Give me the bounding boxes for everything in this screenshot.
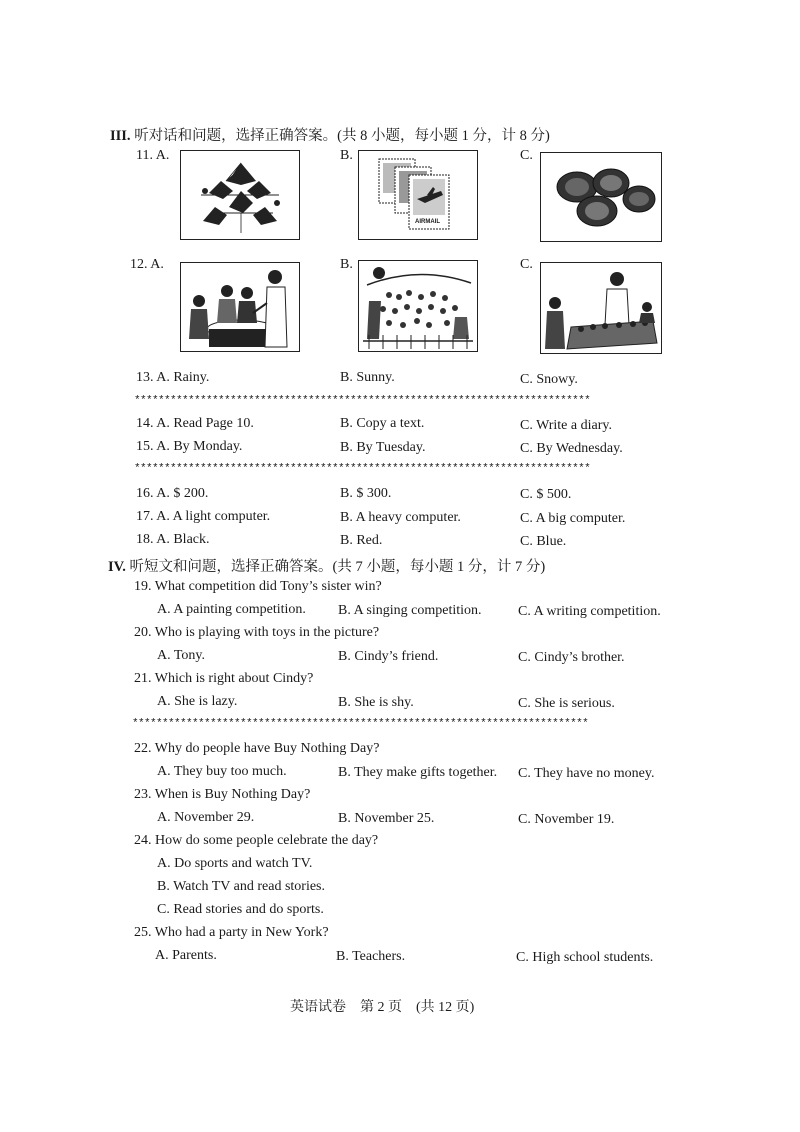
q25-question: 25. Who had a party in New York? <box>134 925 329 940</box>
q16-option-b: B. $ 300. <box>340 486 392 501</box>
market-icon <box>541 263 661 353</box>
q13-option-c: C. Snowy. <box>520 372 578 387</box>
q11-option-c-label: C. <box>520 148 533 163</box>
page-footer: 英语试卷 第 2 页 (共 12 页) <box>290 1000 475 1015</box>
q18-option-a: 18. A. Black. <box>136 532 210 547</box>
q20-option-b: B. Cindy’s friend. <box>338 649 439 664</box>
q17-option-b: B. A heavy computer. <box>340 510 461 525</box>
q14-option-c: C. Write a diary. <box>520 418 612 433</box>
q24-option-c: C. Read stories and do sports. <box>157 902 324 917</box>
q12-option-c-label: C. <box>520 257 533 272</box>
q16-option-c: C. $ 500. <box>520 487 572 502</box>
q14-option-a: 14. A. Read Page 10. <box>136 416 254 431</box>
q18-option-b: B. Red. <box>340 533 383 548</box>
q21-option-b: B. She is shy. <box>338 695 414 710</box>
section-title: 听短文和问题，选择正确答案。(共 7 小题，每小题 1 分，计 7 分) <box>129 559 546 575</box>
q24-question: 24. How do some people celebrate the day? <box>134 833 379 848</box>
q20-option-c: C. Cindy’s brother. <box>518 650 625 665</box>
q14-option-b: B. Copy a text. <box>340 416 425 431</box>
q17-option-c: C. A big computer. <box>520 511 626 526</box>
q21-question: 21. Which is right about Cindy? <box>134 671 314 686</box>
q23-option-b: B. November 25. <box>338 811 435 826</box>
q23-question: 23. When is Buy Nothing Day? <box>134 787 311 802</box>
q22-option-c: C. They have no money. <box>518 766 655 781</box>
people-table-icon <box>181 263 299 351</box>
stamps-icon <box>359 151 477 239</box>
q13-option-a: 13. A. Rainy. <box>136 370 210 385</box>
q15-option-c: C. By Wednesday. <box>520 441 623 456</box>
q22-option-a: A. They buy too much. <box>157 764 287 779</box>
q18-option-c: C. Blue. <box>520 534 567 549</box>
q19-question: 19. What competition did Tony’s sister win? <box>134 579 382 594</box>
coins-icon <box>541 153 661 241</box>
q15-option-b: B. By Tuesday. <box>340 440 426 455</box>
q24-option-a: A. Do sports and watch TV. <box>157 856 313 871</box>
coins-image <box>540 152 662 242</box>
restaurant-image <box>180 262 300 352</box>
q25-option-c: C. High school students. <box>516 950 654 965</box>
airmail-stamp-text: AIRMAIL <box>415 219 440 225</box>
section-number: IV. <box>108 559 126 575</box>
q11-option-a-label: 11. A. <box>136 148 170 163</box>
q20-option-a: A. Tony. <box>157 648 206 663</box>
kite-image <box>180 150 300 240</box>
q20-question: 20. Who is playing with toys in the picture? <box>134 625 380 640</box>
q21-option-c: C. She is serious. <box>518 696 615 711</box>
q19-option-a: A. A painting competition. <box>157 602 306 617</box>
separator-line: **************************************************************************** <box>134 463 591 475</box>
q23-option-a: A. November 29. <box>157 810 255 825</box>
q16-option-a: 16. A. $ 200. <box>136 486 209 501</box>
q22-question: 22. Why do people have Buy Nothing Day? <box>134 741 380 756</box>
q13-option-b: B. Sunny. <box>340 370 395 385</box>
stamps-image <box>358 150 478 240</box>
q25-option-b: B. Teachers. <box>336 949 406 964</box>
section-number: III. <box>110 128 131 144</box>
q22-option-b: B. They make gifts together. <box>338 765 498 780</box>
q24-option-b: B. Watch TV and read stories. <box>157 879 326 894</box>
section-title: 听对话和问题，选择正确答案。(共 8 小题，每小题 1 分，计 8 分) <box>134 128 550 144</box>
separator-line: **************************************************************************** <box>134 395 591 407</box>
q25-option-a: A. Parents. <box>155 948 217 963</box>
crowd-image <box>358 260 478 352</box>
kite-icon <box>181 151 299 239</box>
q23-option-c: C. November 19. <box>518 812 615 827</box>
q11-option-b-label: B. <box>340 148 353 163</box>
crowd-icon <box>359 261 477 351</box>
q19-option-b: B. A singing competition. <box>338 603 482 618</box>
section-4-header <box>108 555 545 576</box>
q12-option-b-label: B. <box>340 257 353 272</box>
market-stall-image <box>540 262 662 354</box>
q19-option-c: C. A writing competition. <box>518 604 661 619</box>
section-3-header <box>110 124 550 145</box>
q12-option-a-label: 12. A. <box>130 257 164 272</box>
q17-option-a: 17. A. A light computer. <box>136 509 271 524</box>
q21-option-a: A. She is lazy. <box>157 694 238 709</box>
separator-line: **************************************************************************** <box>132 718 589 730</box>
q15-option-a: 15. A. By Monday. <box>136 439 243 454</box>
